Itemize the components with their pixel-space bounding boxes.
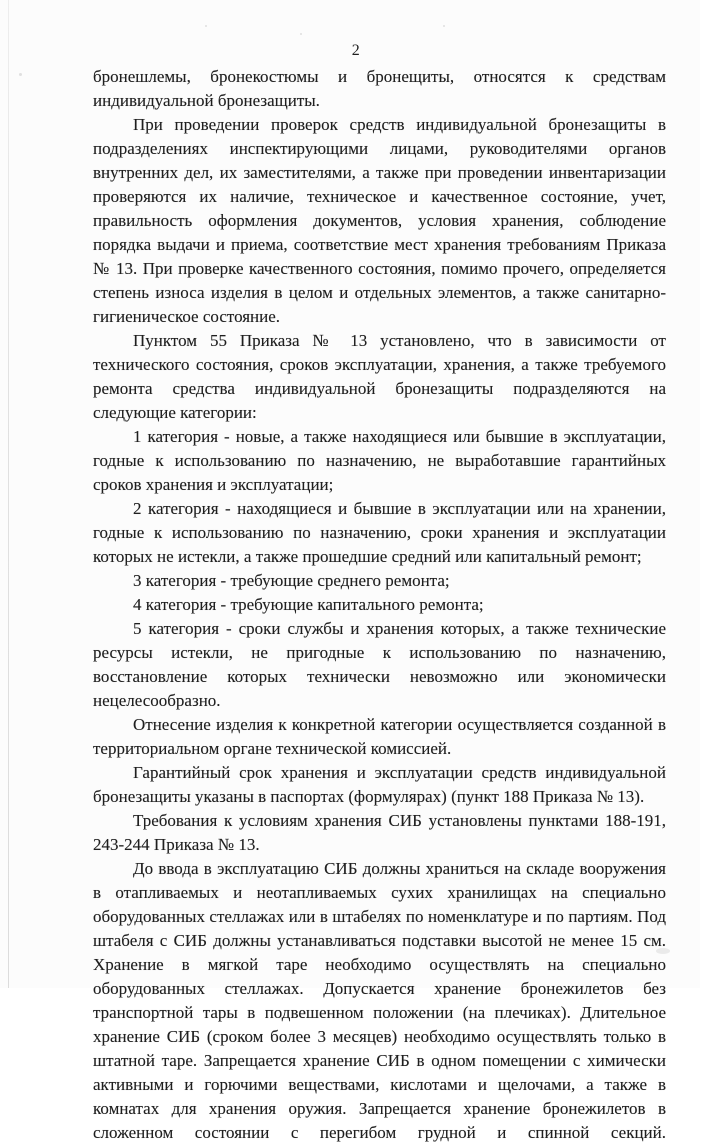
paragraph-5: 2 категория - находящиеся и бывшие в эксплуатации или на хранении, годные к использованию по назначению, сроки хранения и эксплуатации которых не истекли, а также прошедшие средний или капитальный ремонт;	[93, 499, 666, 566]
scan-speckle	[443, 25, 445, 27]
scan-speckle	[19, 73, 22, 76]
paragraph-11: Требования к условиям хранения СИБ установлены пунктами 188-191, 243-244 Приказа № 13.	[93, 811, 666, 854]
paragraph-1: бронешлемы, бронекостюмы и бронещиты, относятся к средствам индивидуальной бронезащиты.	[93, 67, 666, 110]
scan-speckle	[205, 25, 207, 27]
paragraph-6: 3 категория - требующие среднего ремонта;	[133, 571, 450, 590]
paragraph-9: Отнесение изделия к конкретной категории осуществляется созданной в территориальном органе технической комиссией.	[93, 715, 666, 758]
paragraph-7: 4 категория - требующие капитального ремонта;	[133, 595, 484, 614]
paragraph-8: 5 категория - сроки службы и хранения которых, а также технические ресурсы истекли, не пригодные к использованию по назначению, восстановление которых технически невозможно или экономически нецелесообразно.	[93, 619, 666, 710]
scan-line-artifact	[8, 0, 9, 988]
document-body	[93, 65, 666, 1145]
paragraph-2: При проведении проверок средств индивидуальной бронезащиты в подразделениях инспектирующими лицами, руководителями органов внутренних дел, их заместителями, а также при проведении инвентаризации проверяются их наличие, техническое и качественное состояние, учет, правильность оформления документов, условия хранения, соблюдение порядка выдачи и приема, соответствие мест хранения требованиям Приказа № 13. При проверке качественного состояния, помимо прочего, определяется степень износа изделия в целом и отдельных элементов, а также санитарно-гигиеническое состояние.	[93, 115, 666, 326]
paragraph-3: Пунктом 55 Приказа № 13 установлено, что в зависимости от технического состояния, сроков эксплуатации, хранения, а также требуемого ремонта средства индивидуальной бронезащиты подразделяются на следующие категории:	[93, 331, 666, 422]
paragraph-12: До ввода в эксплуатацию СИБ должны храниться на складе вооружения в отапливаемых и неотапливаемых сухих хранилищах на специально оборудованных стеллажах или в штабелях по номенклатуре и по партиям. Под штабеля с СИБ должны устанавливаться подставки высотой не менее 15 см. Хранение в мягкой таре необходимо осуществлять на специально оборудованных стеллажах. Допускается хранение бронежилетов без транспортной тары в подвешенном положении (на плечиках). Длительное хранение СИБ (сроком более 3 месяцев) необходимо осуществлять только в штатной таре. Запрещается хранение СИБ в одном помещении с химически активными и горючими веществами, кислотами и щелочами, а также в комнатах для хранения оружия. Запрещается хранение бронежилетов в сложенном состоянии с перегибом грудной и спинной секций.	[93, 859, 666, 1142]
scan-speckle	[300, 33, 302, 35]
page-number: 2	[351, 42, 361, 59]
paragraph-4: 1 категория - новые, а также находящиеся или бывшие в эксплуатации, годные к использованию по назначению, не выработавшие гарантийных сроков хранения и эксплуатации;	[93, 427, 666, 494]
paragraph-10: Гарантийный срок хранения и эксплуатации средств индивидуальной бронезащиты указаны в паспортах (формулярах) (пункт 188 Приказа № 13).	[93, 763, 666, 806]
